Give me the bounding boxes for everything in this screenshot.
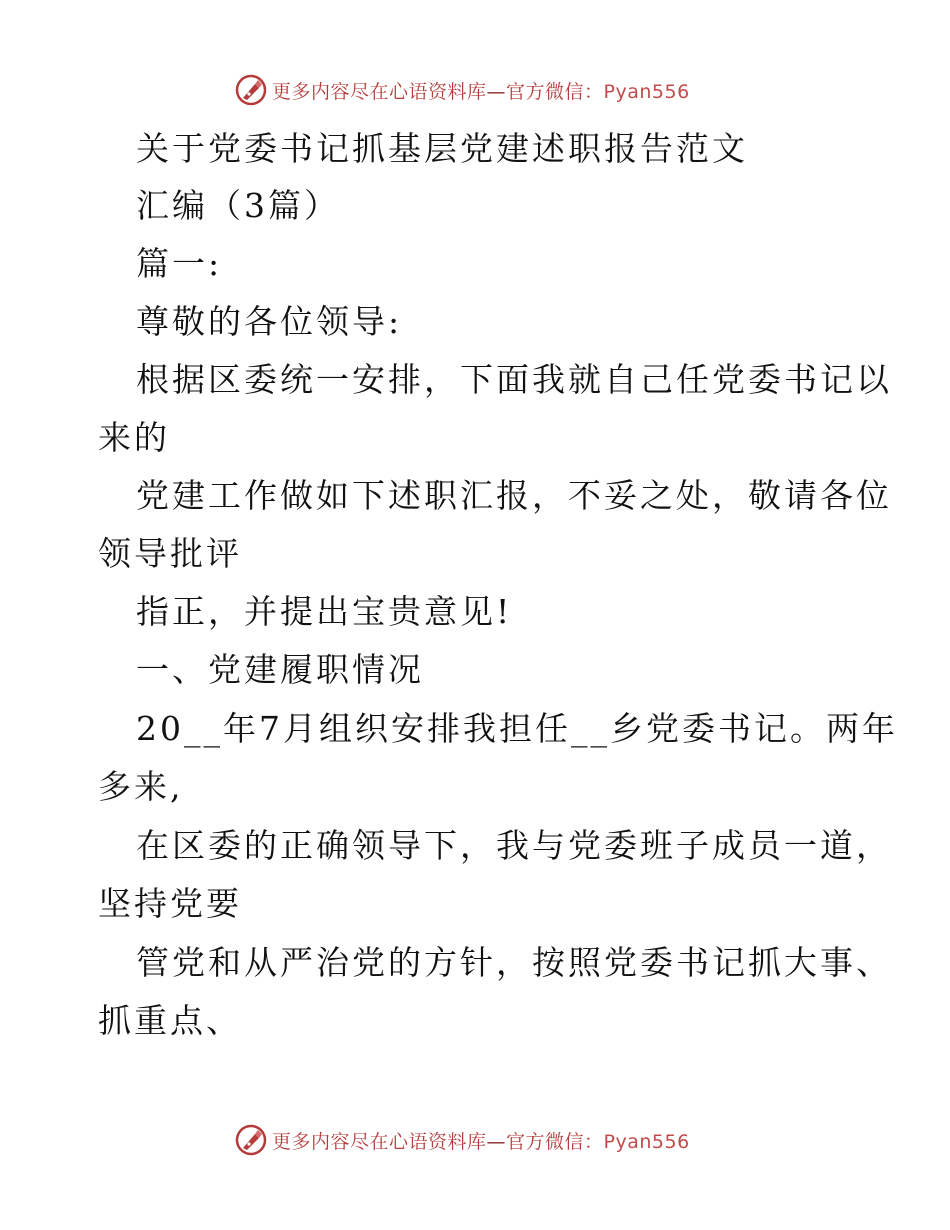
watermark-site: 更多内容尽在心语资料库 bbox=[272, 1130, 487, 1153]
paragraph-6-line-2: 抓重点、 bbox=[98, 1001, 242, 1040]
watermark-wechat-id: Pyan556 bbox=[603, 80, 690, 103]
watermark-label: 官方微信： bbox=[506, 1130, 604, 1153]
paragraph-2-line-2: 领导批评 bbox=[98, 534, 242, 573]
paragraph-5-line-2: 坚持党要 bbox=[98, 884, 242, 923]
footer-watermark bbox=[234, 1122, 690, 1158]
watermark-wechat-id: Pyan556 bbox=[603, 1130, 690, 1153]
section-label: 篇一: bbox=[136, 244, 223, 283]
heading-1: 一、党建履职情况 bbox=[136, 650, 424, 689]
paragraph-1-line-1: 根据区委统一安排，下面我就自己任党委书记以 bbox=[136, 360, 892, 399]
document-title-line-1: 关于党委书记抓基层党建述职报告范文 bbox=[136, 129, 748, 168]
header-watermark bbox=[234, 72, 690, 108]
watermark-label: 官方微信： bbox=[506, 80, 604, 103]
paragraph-4-line-1: 20__年7月组织安排我担任__乡党委书记。两年 bbox=[136, 709, 898, 748]
paragraph-3: 指正，并提出宝贵意见! bbox=[136, 592, 513, 631]
watermark-text bbox=[272, 77, 690, 104]
pen-nib-logo-icon bbox=[234, 73, 268, 107]
paragraph-5-line-1: 在区委的正确领导下，我与党委班子成员一道， bbox=[136, 826, 892, 865]
watermark-site: 更多内容尽在心语资料库 bbox=[272, 80, 487, 103]
greeting: 尊敬的各位领导: bbox=[136, 302, 403, 341]
pen-nib-logo-icon bbox=[234, 1123, 268, 1157]
paragraph-1-line-2: 来的 bbox=[98, 418, 170, 457]
paragraph-4-line-2: 多来, bbox=[98, 767, 184, 806]
paragraph-2-line-1: 党建工作做如下述职汇报，不妥之处，敬请各位 bbox=[136, 476, 892, 515]
document-title-line-2: 汇编（3篇） bbox=[136, 186, 340, 225]
watermark-text bbox=[272, 1127, 690, 1154]
watermark-dash: — bbox=[486, 80, 507, 103]
watermark-dash: — bbox=[486, 1130, 507, 1153]
paragraph-6-line-1: 管党和从严治党的方针，按照党委书记抓大事、 bbox=[136, 943, 892, 982]
